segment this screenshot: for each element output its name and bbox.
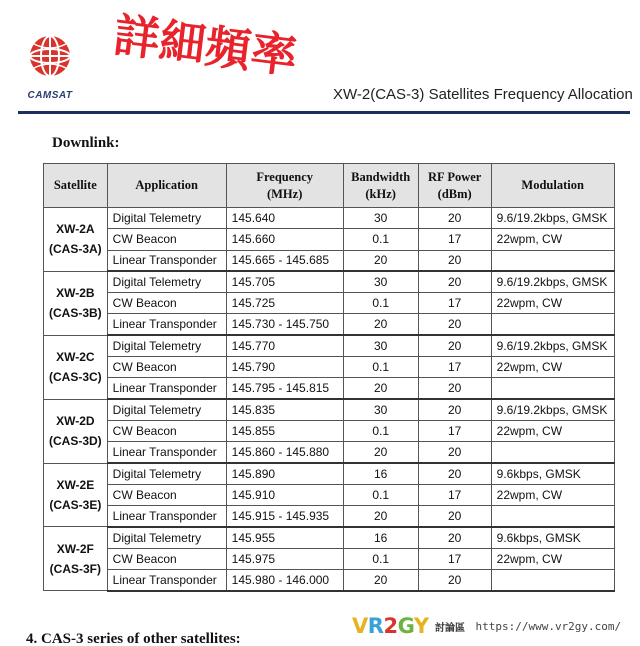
frequency-cell: 145.855 — [226, 420, 343, 441]
modulation-cell: 9.6/19.2kbps, GMSK — [491, 335, 614, 356]
modulation-cell: 22wpm, CW — [491, 357, 614, 378]
rf-power-cell: 20 — [418, 506, 491, 527]
rf-power-cell: 20 — [418, 378, 491, 399]
modulation-cell — [491, 442, 614, 463]
bandwidth-cell: 30 — [343, 208, 418, 229]
frequency-cell: 145.730 - 145.750 — [226, 314, 343, 335]
satellite-cell — [44, 271, 108, 335]
table-row — [44, 378, 615, 399]
table-row — [44, 271, 615, 292]
frequency-cell: 145.910 — [226, 484, 343, 505]
modulation-cell: 9.6/19.2kbps, GMSK — [491, 399, 614, 420]
bandwidth-cell: 20 — [343, 442, 418, 463]
satellite-alias: (CAS-3C) — [49, 370, 102, 385]
table-row — [44, 463, 615, 484]
header-frequency-line1: Frequency — [256, 169, 314, 184]
handwritten-note — [108, 2, 318, 102]
watermark-forum: 討論區 — [435, 622, 466, 634]
rf-power-cell: 20 — [418, 570, 491, 591]
satellite-name: XW-2E — [56, 478, 95, 492]
application-cell: Digital Telemetry — [107, 463, 226, 484]
frequency-table — [43, 163, 615, 592]
rf-power-cell: 17 — [418, 229, 491, 250]
header-frequency — [226, 164, 343, 208]
table-row — [44, 506, 615, 527]
bandwidth-cell: 30 — [343, 271, 418, 292]
satellite-alias: (CAS-3E) — [49, 498, 102, 512]
modulation-cell: 9.6kbps, GMSK — [491, 463, 614, 484]
bandwidth-cell: 20 — [343, 570, 418, 591]
modulation-cell: 22wpm, CW — [491, 293, 614, 314]
application-cell: Digital Telemetry — [107, 335, 226, 356]
table-row — [44, 399, 615, 420]
logo-text: CAMSAT — [27, 90, 73, 101]
application-cell: CW Beacon — [107, 293, 226, 314]
header-bandwidth-line2: (kHz) — [365, 186, 396, 201]
rf-power-cell: 20 — [418, 314, 491, 335]
table-row — [44, 229, 615, 250]
frequency-cell: 145.725 — [226, 293, 343, 314]
satellite-cell — [44, 463, 108, 527]
bandwidth-cell: 20 — [343, 250, 418, 271]
bandwidth-cell: 20 — [343, 314, 418, 335]
modulation-cell — [491, 250, 614, 271]
table-row — [44, 250, 615, 271]
modulation-cell: 22wpm, CW — [491, 420, 614, 441]
frequency-cell: 145.955 — [226, 527, 343, 548]
footer-heading: 4. CAS-3 series of other satellites: — [26, 631, 241, 646]
application-cell: Digital Telemetry — [107, 527, 226, 548]
table-row — [44, 314, 615, 335]
rf-power-cell: 17 — [418, 293, 491, 314]
application-cell: Linear Transponder — [107, 378, 226, 399]
rf-power-cell: 20 — [418, 271, 491, 292]
satellite-alias: (CAS-3B) — [49, 306, 102, 321]
modulation-cell — [491, 314, 614, 335]
bandwidth-cell: 16 — [343, 463, 418, 484]
application-cell: Linear Transponder — [107, 314, 226, 335]
rf-power-cell: 20 — [418, 463, 491, 484]
watermark — [352, 614, 621, 644]
application-cell: Digital Telemetry — [107, 399, 226, 420]
frequency-cell: 145.640 — [226, 208, 343, 229]
handwritten-note-text: 詳細頻率 — [110, 7, 300, 84]
rf-power-cell: 17 — [418, 548, 491, 569]
table-row — [44, 335, 615, 356]
table-row — [44, 484, 615, 505]
frequency-cell: 145.795 - 145.815 — [226, 378, 343, 399]
application-cell: CW Beacon — [107, 229, 226, 250]
modulation-cell — [491, 378, 614, 399]
application-cell: CW Beacon — [107, 357, 226, 378]
camsat-logo — [18, 34, 82, 106]
satellite-name: XW-2D — [56, 414, 95, 429]
watermark-logo: VR2GY — [352, 614, 429, 638]
satellite-name: XW-2A — [56, 222, 95, 237]
application-cell: Linear Transponder — [107, 442, 226, 463]
satellite-name: XW-2B — [56, 286, 95, 301]
frequency-cell: 145.975 — [226, 548, 343, 569]
table-row — [44, 527, 615, 548]
rf-power-cell: 20 — [418, 208, 491, 229]
satellite-cell — [44, 399, 108, 463]
modulation-cell: 22wpm, CW — [491, 484, 614, 505]
application-cell: Linear Transponder — [107, 250, 226, 271]
header-application: Application — [107, 164, 226, 208]
modulation-cell — [491, 506, 614, 527]
header-bandwidth — [343, 164, 418, 208]
bandwidth-cell: 0.1 — [343, 229, 418, 250]
application-cell: Digital Telemetry — [107, 271, 226, 292]
satellite-alias: (CAS-3F) — [49, 561, 101, 576]
table-header-row — [44, 164, 615, 208]
section-title: Downlink: — [52, 135, 120, 151]
bandwidth-cell: 0.1 — [343, 293, 418, 314]
bandwidth-cell: 0.1 — [343, 484, 418, 505]
rf-power-cell: 20 — [418, 527, 491, 548]
frequency-cell: 145.980 - 146.000 — [226, 570, 343, 591]
rf-power-cell: 17 — [418, 484, 491, 505]
table-row — [44, 357, 615, 378]
modulation-cell: 22wpm, CW — [491, 548, 614, 569]
rf-power-cell: 17 — [418, 357, 491, 378]
frequency-cell: 145.665 - 145.685 — [226, 250, 343, 271]
header-frequency-line2: (MHz) — [266, 186, 303, 201]
header-rf-power — [418, 164, 491, 208]
rf-power-cell: 20 — [418, 399, 491, 420]
table-row — [44, 548, 615, 569]
header-rf-power-line1: RF Power — [428, 169, 482, 184]
modulation-cell — [491, 570, 614, 591]
application-cell: Linear Transponder — [107, 570, 226, 591]
frequency-cell: 145.890 — [226, 463, 343, 484]
page-title: XW-2(CAS-3) Satellites Frequency Allocation — [333, 86, 633, 103]
satellite-cell — [44, 527, 108, 591]
frequency-cell: 145.860 - 145.880 — [226, 442, 343, 463]
modulation-cell: 9.6/19.2kbps, GMSK — [491, 208, 614, 229]
header-divider — [18, 111, 630, 114]
table-row — [44, 420, 615, 441]
table-row — [44, 570, 615, 591]
modulation-cell: 9.6kbps, GMSK — [491, 527, 614, 548]
modulation-cell: 22wpm, CW — [491, 229, 614, 250]
satellite-name: XW-2F — [56, 541, 94, 556]
bandwidth-cell: 20 — [343, 506, 418, 527]
frequency-cell: 145.835 — [226, 399, 343, 420]
bandwidth-cell: 0.1 — [343, 357, 418, 378]
header-bandwidth-line1: Bandwidth — [351, 169, 411, 184]
header-satellite: Satellite — [44, 164, 108, 208]
header-rf-power-line2: (dBm) — [437, 186, 472, 201]
satellite-alias: (CAS-3D) — [49, 434, 102, 449]
modulation-cell: 9.6/19.2kbps, GMSK — [491, 271, 614, 292]
bandwidth-cell: 16 — [343, 527, 418, 548]
rf-power-cell: 20 — [418, 335, 491, 356]
rf-power-cell: 17 — [418, 420, 491, 441]
table-row — [44, 208, 615, 229]
satellite-cell — [44, 208, 108, 272]
bandwidth-cell: 30 — [343, 399, 418, 420]
rf-power-cell: 20 — [418, 442, 491, 463]
application-cell: CW Beacon — [107, 484, 226, 505]
application-cell: Digital Telemetry — [107, 208, 226, 229]
satellite-alias: (CAS-3A) — [49, 242, 102, 257]
rf-power-cell: 20 — [418, 250, 491, 271]
bandwidth-cell: 0.1 — [343, 420, 418, 441]
application-cell: CW Beacon — [107, 548, 226, 569]
frequency-cell: 145.705 — [226, 271, 343, 292]
table-row — [44, 442, 615, 463]
bandwidth-cell: 0.1 — [343, 548, 418, 569]
frequency-cell: 145.770 — [226, 335, 343, 356]
application-cell: CW Beacon — [107, 420, 226, 441]
header-modulation: Modulation — [491, 164, 614, 208]
watermark-url: https://www.vr2gy.com/ — [475, 619, 622, 633]
globe-icon — [28, 34, 72, 78]
bandwidth-cell: 20 — [343, 378, 418, 399]
satellite-cell — [44, 335, 108, 399]
satellite-name: XW-2C — [56, 350, 95, 365]
bandwidth-cell: 30 — [343, 335, 418, 356]
frequency-cell: 145.915 - 145.935 — [226, 506, 343, 527]
table-row — [44, 293, 615, 314]
application-cell: Linear Transponder — [107, 506, 226, 527]
frequency-cell: 145.790 — [226, 357, 343, 378]
frequency-cell: 145.660 — [226, 229, 343, 250]
